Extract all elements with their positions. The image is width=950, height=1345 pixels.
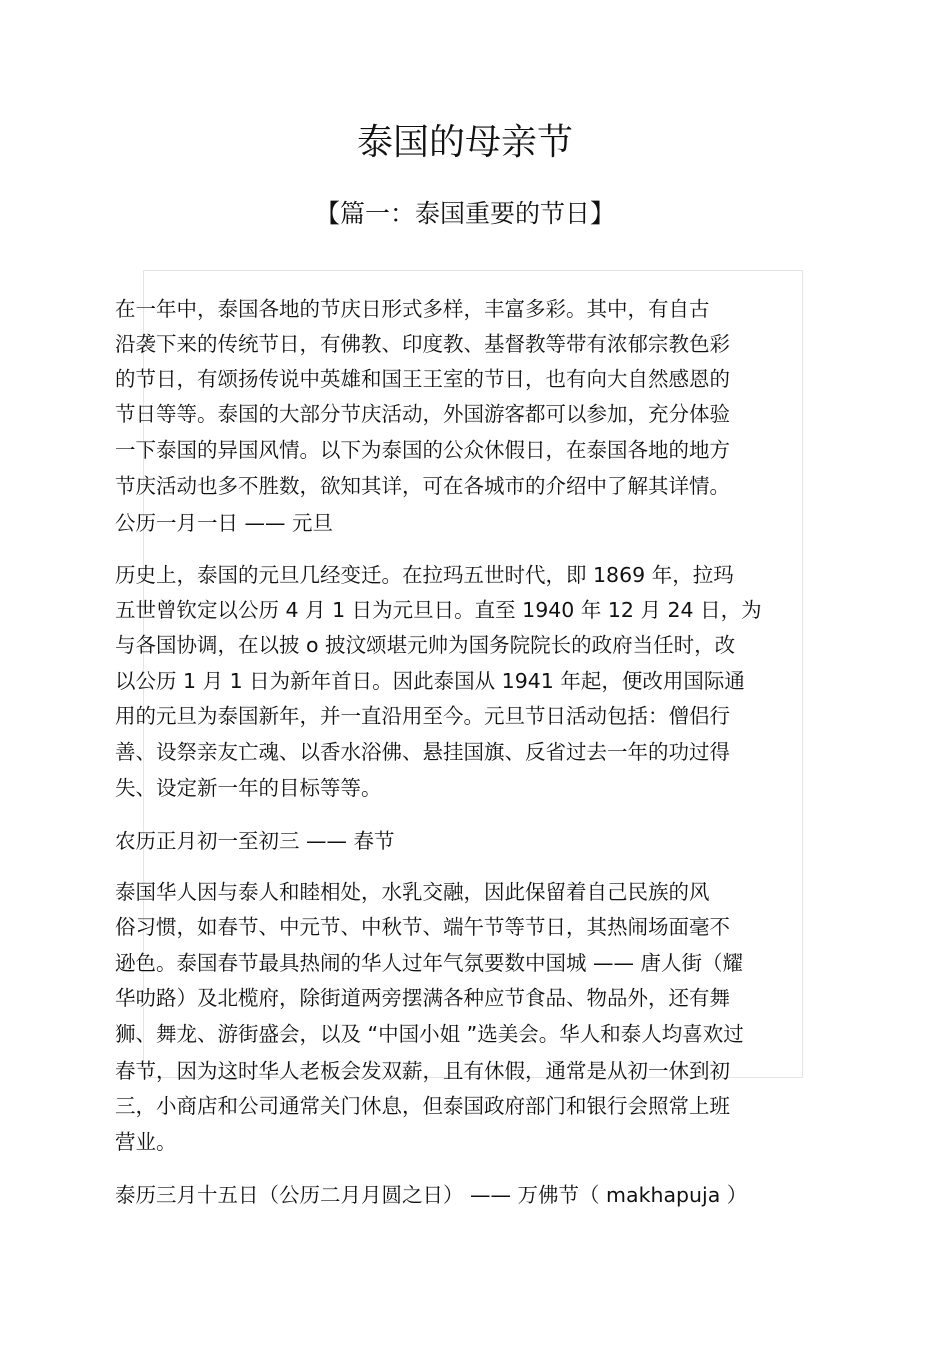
text-line: 失、设定新一年的目标等等。 <box>115 776 382 800</box>
text-line: 历史上，泰国的元旦几经变迁。在拉玛五世时代，即 1869 年，拉玛 <box>115 563 734 587</box>
text-line: 五世曾钦定以公历 4 月 1 日为元旦日。直至 1940 年 12 月 24 日，为 <box>115 598 762 622</box>
text-line: 华叻路）及北榄府，除街道两旁摆满各种应节食品、物品外，还有舞 <box>115 986 730 1010</box>
text-line: 春节，因为这时华人老板会发双薪，且有休假，通常是从初一休到初 <box>115 1059 730 1083</box>
document-subtitle: 【篇一：泰国重要的节日】 <box>314 199 615 228</box>
text-line: 公历一月一日 —— 元旦 <box>115 511 334 535</box>
text-line: 狮、舞龙、游街盛会，以及 “中国小姐 ”选美会。华人和泰人均喜欢过 <box>115 1022 744 1046</box>
text-line: 三，小商店和公司通常关门休息，但泰国政府部门和银行会照常上班 <box>115 1094 730 1118</box>
text-line: 逊色。泰国春节最具热闹的华人过年气氛要数中国城 —— 唐人街（耀 <box>115 951 744 975</box>
text-line: 以公历 1 月 1 日为新年首日。因此泰国从 1941 年起，便改用国际通 <box>115 669 745 693</box>
text-line: 沿袭下来的传统节日，有佛教、印度教、基督教等带有浓郁宗教色彩 <box>115 332 730 356</box>
text-line: 在一年中，泰国各地的节庆日形式多样，丰富多彩。其中，有自古 <box>115 297 710 321</box>
text-line: 的节日，有颂扬传说中英雄和国王王室的节日，也有向大自然感恩的 <box>115 367 730 391</box>
text-line: 用的元旦为泰国新年，并一直沿用至今。元旦节日活动包括：僧侣行 <box>115 704 730 728</box>
text-line: 节日等等。泰国的大部分节庆活动，外国游客都可以参加，充分体验 <box>115 402 730 426</box>
text-line: 农历正月初一至初三 —— 春节 <box>115 829 395 853</box>
document-title: 泰国的母亲节 <box>356 122 573 163</box>
text-line: 节庆活动也多不胜数，欲知其详，可在各城市的介绍中了解其详情。 <box>115 474 730 498</box>
text-line: 一下泰国的异国风情。以下为泰国的公众休假日，在泰国各地的地方 <box>115 438 730 462</box>
text-line: 善、设祭亲友亡魂、以香水浴佛、悬挂国旗、反省过去一年的功过得 <box>115 740 730 764</box>
text-line: 与各国协调，在以披 o 披汶颂堪元帅为国务院院长的政府当任时，改 <box>115 633 736 657</box>
text-line: 泰国华人因与泰人和睦相处，水乳交融，因此保留着自己民族的风 <box>115 880 710 904</box>
text-line: 泰历三月十五日（公历二月月圆之日） —— 万佛节（ makhapuja ） <box>115 1183 748 1207</box>
text-line: 营业。 <box>115 1130 177 1154</box>
text-line: 俗习惯，如春节、中元节、中秋节、端午节等节日，其热闹场面毫不 <box>115 915 730 939</box>
